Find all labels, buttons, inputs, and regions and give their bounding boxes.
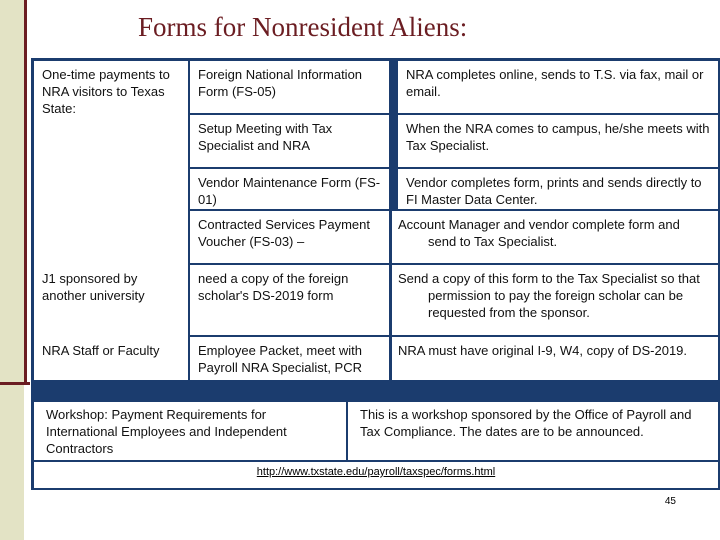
category-cell: One-time payments to NRA visitors to Texas State: [34,61,188,392]
workshop-link-row [34,462,718,488]
action-cell: Vendor completes form, prints and sends directly to FI Master Data Center. [398,169,718,209]
page-title: Forms for Nonresident Aliens: [138,12,468,42]
accent-line-horizontal [0,382,30,385]
left-decorative-bar [0,0,24,540]
workshop-box [31,402,720,490]
form-cell: Setup Meeting with Tax Specialist and NRA [190,115,389,167]
category-cell: NRA Staff or Faculty [34,337,188,380]
action-cell: Account Manager and vendor complete form and send to Tax Specialist. [392,211,718,263]
action-cell: Send a copy of this form to the Tax Specialist so that permission to pay the foreign scholar can be requested from the sponsor. [392,265,718,335]
divider-band [31,380,720,402]
action-cell: NRA must have original I-9, W4, copy of DS-2019. [392,337,718,380]
accent-line-vertical [24,0,27,385]
action-cell: When the NRA comes to campus, he/she meets with Tax Specialist. [398,115,718,167]
workshop-title: Workshop: Payment Requirements for International Employees and Independent Contractors [34,402,346,460]
action-cell: NRA completes online, sends to T.S. via fax, mail or email. [398,61,718,113]
page-number: 45 [664,496,676,507]
forms-table [31,58,720,380]
form-cell: need a copy of the foreign scholar's DS-2019 form [190,265,389,335]
form-cell: Employee Packet, meet with Payroll NRA Specialist, PCR [190,337,389,380]
form-cell: Contracted Services Payment Voucher (FS-03) – [190,211,389,263]
workshop-description: This is a workshop sponsored by the Office of Payroll and Tax Compliance. The dates are to be announced. [348,402,718,460]
form-cell: Vendor Maintenance Form (FS-01) [190,169,389,209]
category-cell: J1 sponsored by another university [34,265,188,335]
form-cell: Foreign National Information Form (FS-05) [190,61,389,113]
forms-link[interactable]: http://www.txstate.edu/payroll/taxspec/forms.html [256,466,496,478]
